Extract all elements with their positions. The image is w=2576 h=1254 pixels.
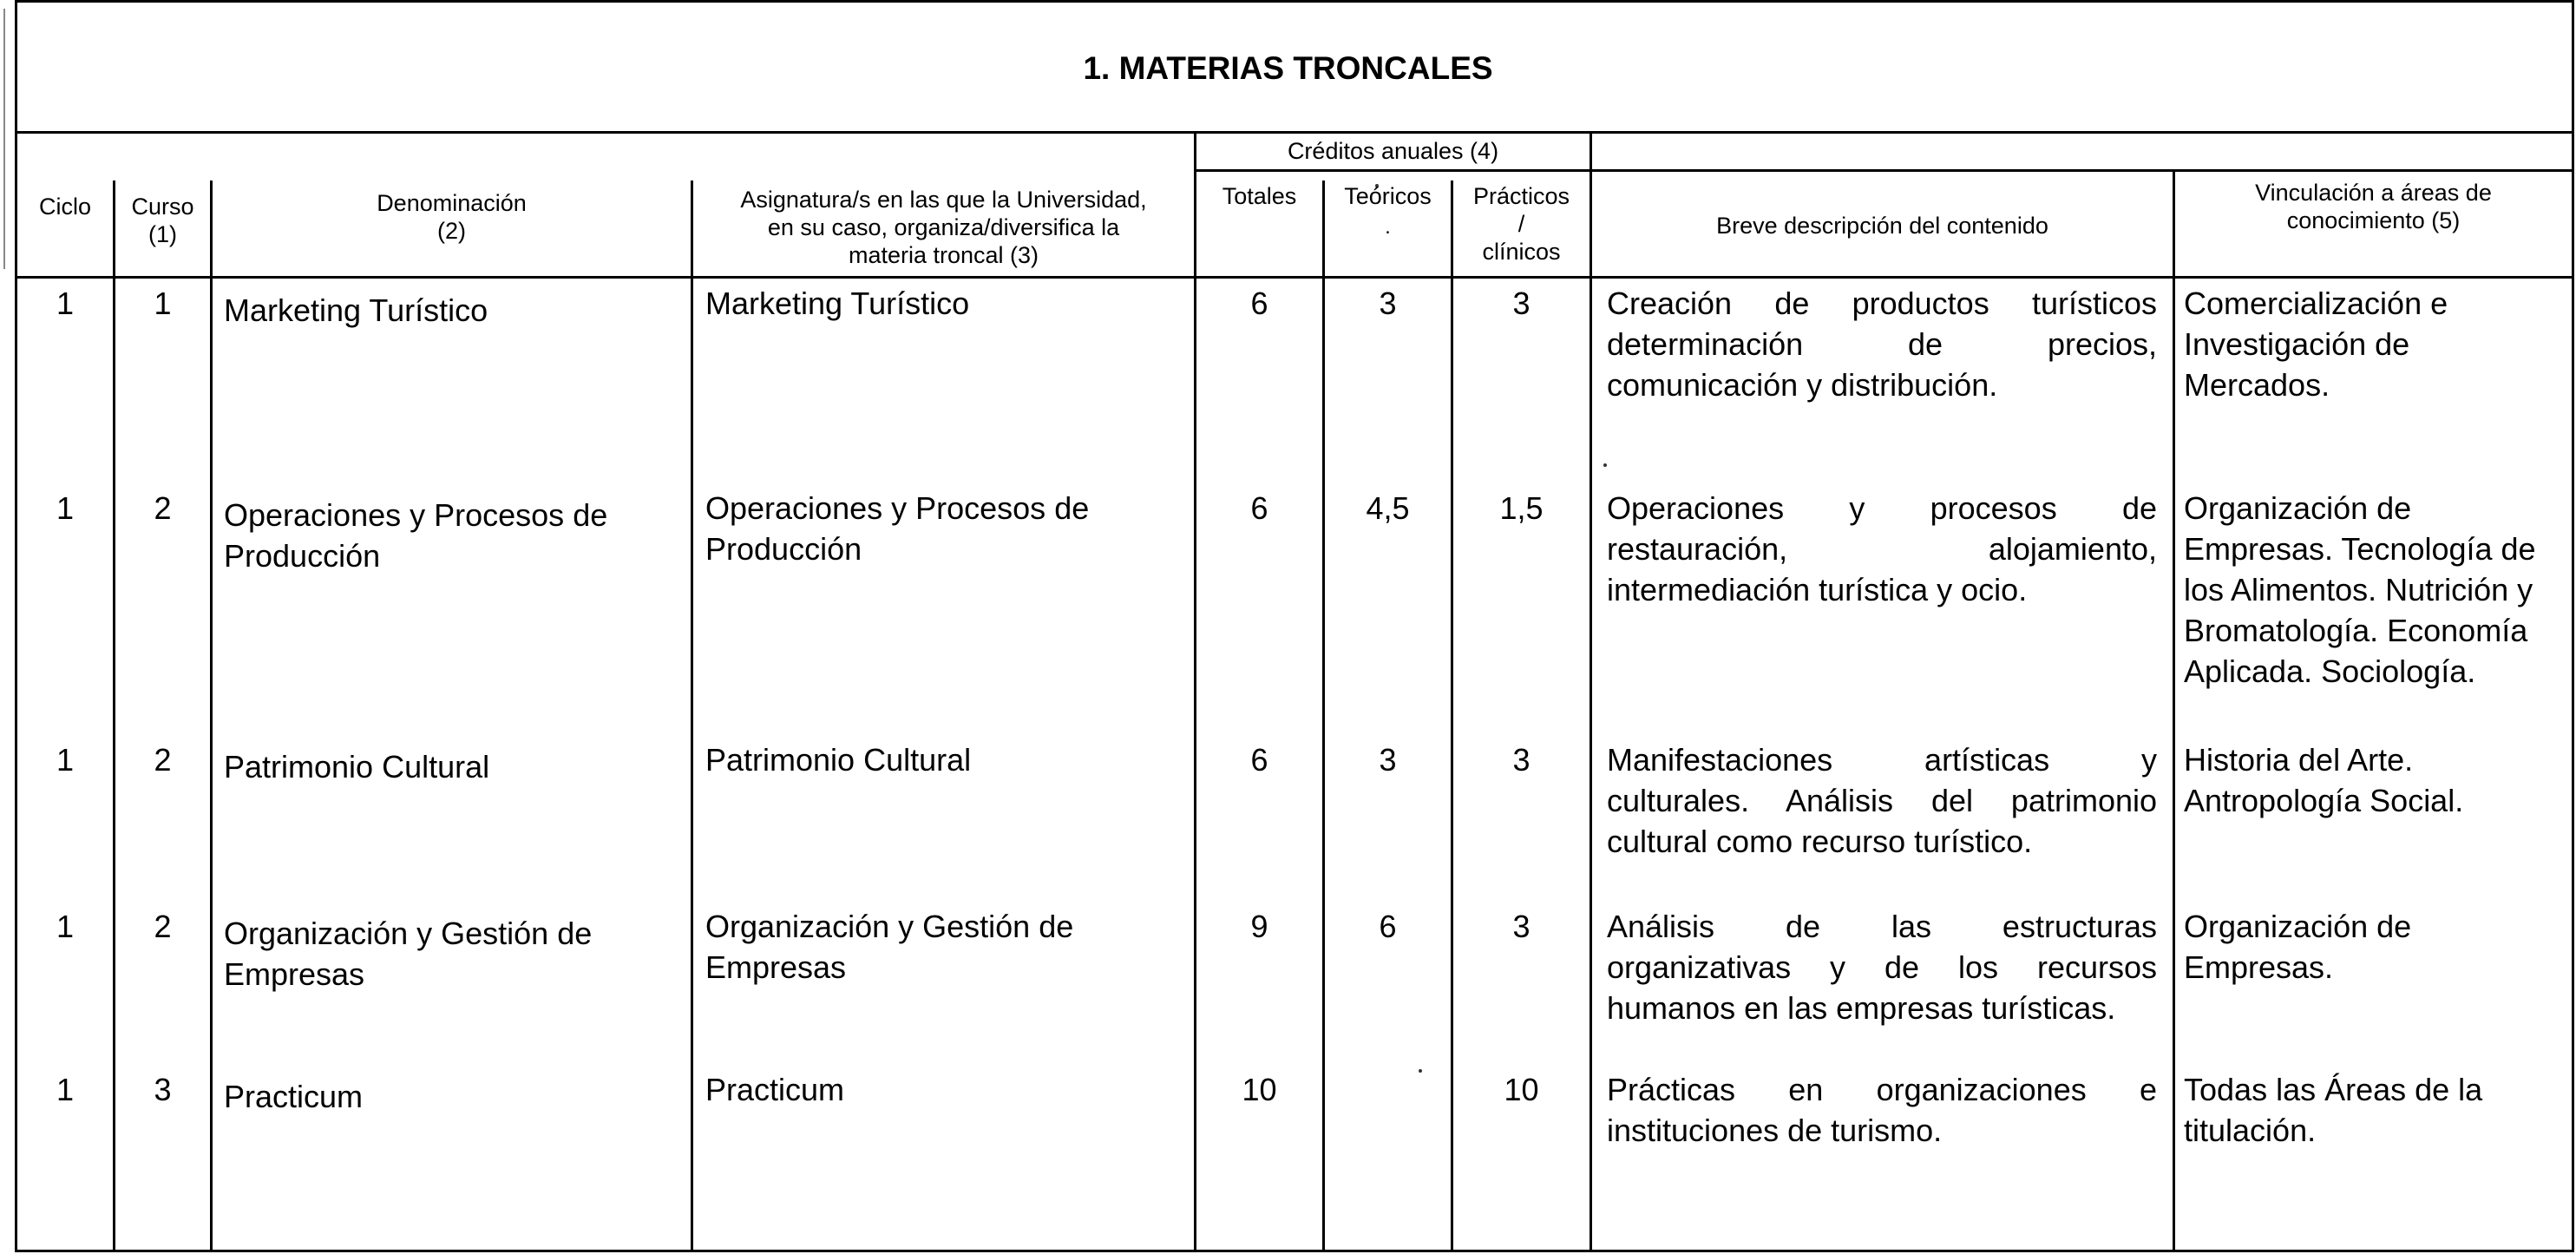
cell-asignatura-line: Operaciones y Procesos de — [705, 490, 1090, 526]
header-vinculacion-line: Vinculación a áreas de — [2255, 180, 2492, 206]
cell-asignatura-line: Patrimonio Cultural — [705, 742, 972, 778]
cell-totales: 6 — [1250, 286, 1268, 321]
table-border-left — [15, 0, 17, 1252]
cell-denominacion — [224, 913, 684, 995]
header-asignatura-line: en su caso, organiza/diversifica la — [767, 214, 1120, 240]
cell-teoricos: 6 — [1379, 909, 1397, 944]
header-asignatura-line: materia troncal (3) — [848, 242, 1039, 268]
cell-curso: 1 — [154, 286, 172, 321]
cell-practicos: 10 — [1504, 1072, 1539, 1107]
header-asignatura — [693, 186, 1194, 269]
cell-ciclo: 1 — [56, 909, 75, 944]
cell-curso: 2 — [154, 742, 172, 778]
cell-descripcion-line: organizativas y de los recursos — [1607, 949, 2157, 985]
cell-vinculacion-line: los Alimentos. Nutrición y — [2184, 572, 2533, 607]
cell-asignatura-line: Empresas — [705, 949, 847, 985]
header-descripcion-label: Breve descripción del contenido — [1716, 213, 2048, 239]
header-teoricos: Teóricos . — [1344, 183, 1432, 239]
cell-asignatura — [705, 283, 1187, 324]
cell-vinculacion — [2184, 739, 2572, 821]
cell-asignatura-line: Organización y Gestión de — [705, 909, 1074, 944]
cell-descripcion-line: intermediación turística y ocio. — [1607, 572, 2028, 607]
cell-practicos: 3 — [1512, 909, 1531, 944]
cell-denominacion-line: Operaciones y Procesos de — [224, 497, 608, 533]
cell-totales: 6 — [1250, 490, 1268, 526]
cell-teoricos: 3 — [1379, 286, 1397, 321]
header-practicos-line: Prácticos — [1472, 183, 1570, 209]
cell-denominacion-line: Organización y Gestión de — [224, 916, 593, 951]
cell-teoricos: 3 — [1379, 742, 1397, 778]
cell-vinculacion-line: Antropología Social. — [2184, 783, 2464, 818]
cell-asignatura-line: Practicum — [705, 1072, 845, 1107]
cell-vinculacion — [2184, 283, 2572, 405]
col-rule-descripcion — [2173, 169, 2175, 1252]
cell-vinculacion-line: titulación. — [2184, 1113, 2317, 1148]
scan-speck — [1419, 1069, 1422, 1073]
cell-denominacion-line: Marketing Turístico — [224, 292, 488, 328]
cell-descripcion-line: Creación de productos turísticos — [1607, 286, 2157, 321]
col-rule-totales — [1322, 181, 1325, 1252]
cell-descripcion-line: determinación de precios, — [1607, 326, 2157, 362]
cell-practicos: 1,5 — [1499, 490, 1544, 526]
header-curso-line: Curso — [131, 194, 194, 220]
cell-vinculacion — [2184, 1069, 2572, 1151]
cell-descripcion-line: Operaciones y procesos de — [1607, 490, 2157, 526]
cell-ciclo: 1 — [56, 742, 75, 778]
cell-descripcion — [1607, 488, 2157, 610]
cell-descripcion-line: Manifestaciones artísticas y — [1607, 742, 2157, 778]
cell-teoricos: 4,5 — [1366, 490, 1410, 526]
header-totales — [1196, 182, 1322, 210]
cell-descripcion-line: Análisis de las estructuras — [1607, 909, 2157, 944]
cell-practicos: 3 — [1512, 742, 1531, 778]
header-practicos — [1453, 182, 1590, 266]
cell-totales: 6 — [1250, 742, 1268, 778]
cell-denominacion — [224, 746, 684, 787]
header-curso — [115, 193, 210, 248]
cell-descripcion — [1607, 1069, 2157, 1151]
cell-vinculacion-line: Investigación de — [2184, 326, 2410, 362]
cell-descripcion-line: instituciones de turismo. — [1607, 1113, 1943, 1148]
cell-denominacion-line: Patrimonio Cultural — [224, 749, 490, 785]
header-practicos-line: / — [1517, 211, 1525, 237]
header-teoricos-label: Teóricos — [1344, 183, 1432, 209]
cell-vinculacion-line: Aplicada. Sociología. — [2184, 653, 2476, 689]
header-vinculacion — [2175, 179, 2572, 234]
cell-denominacion-line: Practicum — [224, 1079, 364, 1114]
header-denominacion — [213, 189, 691, 245]
cell-vinculacion-line: Organización de — [2184, 909, 2412, 944]
header-totales-label: Totales — [1222, 183, 1297, 209]
header-bottom-rule — [15, 276, 2574, 279]
header-creditos-label: Créditos anuales (4) — [1287, 138, 1499, 164]
cell-practicos: 3 — [1512, 286, 1531, 321]
header-asignatura-line: Asignatura/s en las que la Universidad, — [740, 187, 1147, 213]
cell-asignatura — [705, 488, 1187, 569]
cell-descripcion — [1607, 906, 2157, 1028]
scan-margin-mark — [3, 9, 5, 269]
cell-descripcion-line: humanos en las empresas turísticas. — [1607, 990, 2116, 1026]
cell-vinculacion-line: Organización de — [2184, 490, 2412, 526]
cell-denominacion — [224, 1076, 684, 1117]
cell-vinculacion-line: Mercados. — [2184, 367, 2330, 403]
cell-ciclo: 1 — [56, 490, 75, 526]
header-vinculacion-line: conocimiento (5) — [2286, 207, 2461, 233]
cell-descripcion-line: comunicación y distribución. — [1607, 367, 1998, 403]
cell-curso: 3 — [154, 1072, 172, 1107]
cell-totales: 9 — [1250, 909, 1268, 944]
cell-vinculacion-line: Historia del Arte. — [2184, 742, 2414, 778]
cell-descripcion-line: cultural como recurso turístico. — [1607, 824, 2033, 859]
cell-asignatura-line: Producción — [705, 531, 862, 567]
credits-group-rule — [1194, 169, 2574, 172]
table-border-right — [2572, 0, 2574, 1252]
cell-vinculacion-line: Todas las Áreas de la — [2184, 1072, 2483, 1107]
cell-descripcion — [1607, 739, 2157, 862]
scan-speck — [1603, 463, 1607, 467]
cell-descripcion-line: culturales. Análisis del patrimonio — [1607, 783, 2157, 818]
col-rule-practicos — [1590, 131, 1592, 1252]
header-ciclo — [17, 193, 113, 220]
cell-denominacion-line: Empresas — [224, 956, 365, 992]
cell-asignatura — [705, 1069, 1187, 1110]
page-title: 1. MATERIAS TRONCALES — [1083, 50, 1493, 86]
cell-asignatura — [705, 739, 1187, 780]
cell-vinculacion-line: Bromatología. Economía — [2184, 613, 2528, 648]
cell-curso: 2 — [154, 490, 172, 526]
cell-asignatura — [705, 906, 1187, 988]
cell-denominacion — [224, 495, 684, 576]
header-denominacion-line: Denominación — [377, 190, 527, 216]
cell-vinculacion — [2184, 906, 2572, 988]
col-rule-curso — [210, 181, 213, 1252]
header-curso-line: (1) — [148, 221, 177, 247]
header-denominacion-line: (2) — [437, 218, 466, 244]
cell-curso: 2 — [154, 909, 172, 944]
cell-totales: 10 — [1242, 1072, 1277, 1107]
cell-descripcion-line: Prácticas en organizaciones e — [1607, 1072, 2157, 1107]
col-rule-denominacion — [691, 181, 693, 1252]
header-descripcion — [1592, 212, 2173, 240]
cell-vinculacion-line: Empresas. — [2184, 949, 2334, 985]
cell-denominacion — [224, 290, 684, 331]
header-practicos-line: clínicos — [1482, 239, 1561, 265]
cell-descripcion-line: restauración, alojamiento, — [1607, 531, 2157, 567]
cell-descripcion — [1607, 283, 2157, 405]
table-border-bottom — [15, 1250, 2574, 1252]
cell-denominacion-line: Producción — [224, 538, 381, 574]
cell-vinculacion-line: Comercialización e — [2184, 286, 2448, 321]
cell-vinculacion — [2184, 488, 2572, 692]
title-rule — [15, 131, 2574, 134]
header-ciclo-label: Ciclo — [38, 194, 91, 220]
header-creditos — [1196, 137, 1590, 165]
cell-ciclo: 1 — [56, 286, 75, 321]
table-border-top — [15, 0, 2574, 3]
cell-ciclo: 1 — [56, 1072, 75, 1107]
cell-vinculacion-line: Empresas. Tecnología de — [2184, 531, 2536, 567]
cell-asignatura-line: Marketing Turístico — [705, 286, 970, 321]
